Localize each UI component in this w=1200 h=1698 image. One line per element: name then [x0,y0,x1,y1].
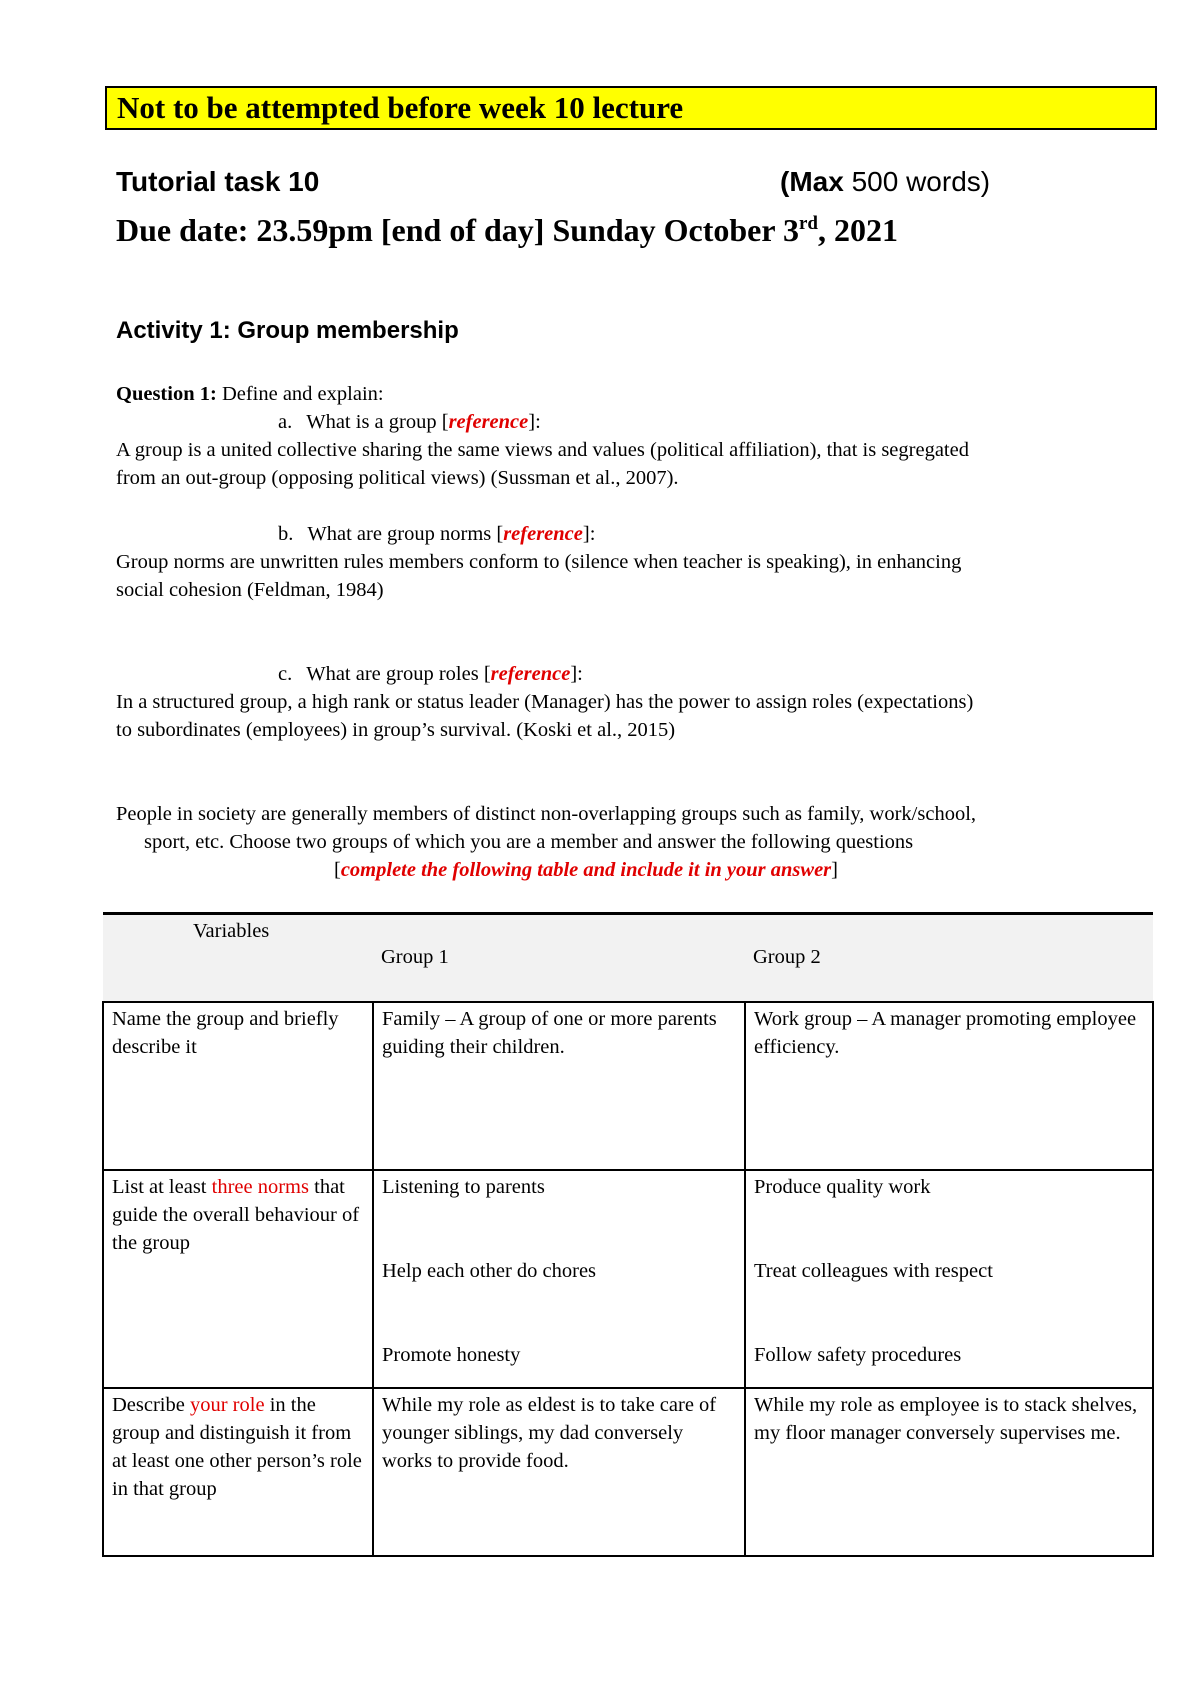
reference-word: reference [503,523,583,545]
warning-banner: Not to be attempted before week 10 lecture [105,86,1157,130]
row-label-role [103,1388,373,1556]
answer-a-line-2: from an out-group (opposing political views) (Sussman et al., 2007). [116,467,679,489]
row-label-norms [103,1170,373,1388]
row-label-norms-pre: List at least [112,1176,212,1198]
cell-group-2-description: Work group – A manager promoting employee efficiency. [745,1002,1153,1170]
cell-group-2-norms [745,1170,1153,1388]
header-group-2: Group 2 [745,914,1153,1003]
norm-item: Help each other do chores [382,1260,597,1282]
bracket-close: ]: [528,411,541,433]
activity-heading: Activity 1: Group membership [116,317,459,344]
word-limit-count: 500 words) [843,166,991,197]
row-label-role-post: in the group and distinguish it from at least one other person’s role in that group [112,1394,362,1500]
cell-group-1-description: Family – A group of one or more parents guiding their children. [373,1002,745,1170]
bracket-close: ] [831,859,838,881]
answer-b-line-1: Group norms are unwritten rules members conform to (silence when teacher is speaking), in enhancing [116,551,962,573]
intro-line-1: People in society are generally members of distinct non-overlapping groups such as family, work/school, [116,803,977,825]
task-title: Tutorial task 10 [116,166,320,197]
row-label-role-emph: your role [189,1394,265,1416]
subquestion-c [278,660,583,688]
table-row [103,1002,1153,1170]
row-label-name-group: Name the group and briefly describe it [103,1002,373,1170]
question-label: Question 1: [116,383,217,405]
table-instruction: complete the following table and include it in your answer [340,859,832,881]
question-text: Define and explain: [216,383,384,405]
answer-a-line-1: A group is a united collective sharing the same views and values (political affiliation), that is segregated [116,439,969,461]
subquestion-a [278,408,541,436]
answer-b-line-2: social cohesion (Feldman, 1984) [116,579,384,601]
subquestion-a-marker: a. [278,411,293,433]
header-variables: Variables [103,914,373,1003]
row-label-norms-post: that guide the overall behaviour of the group [112,1176,360,1254]
subquestion-c-marker: c. [278,663,293,685]
cell-group-1-norms [373,1170,745,1388]
row-label-norms-emph: three norms [211,1176,309,1198]
cell-group-1-role: While my role as eldest is to take care of younger siblings, my dad conversely works to provide food. [373,1388,745,1556]
due-date-ordinal: rd [799,213,818,234]
table-header-row [103,914,1153,1003]
reference-word: reference [490,663,571,685]
group-membership-table [102,912,1154,1557]
row-label-role-pre: Describe [112,1394,190,1416]
table-row [103,1388,1153,1556]
intro-line-2: sport, etc. Choose two groups of which you are a member and answer the following questions [144,831,914,853]
subquestion-b-text: What are group norms [ [307,523,504,545]
word-limit-prefix: (Max [780,166,844,197]
norm-item: Follow safety procedures [754,1344,962,1366]
norm-item: Listening to parents [382,1176,545,1198]
answer-c-line-2: to subordinates (employees) in group’s survival. (Koski et al., 2015) [116,719,676,741]
word-limit [780,162,990,202]
table-row [103,1170,1153,1388]
header-group-1: Group 1 [373,914,745,1003]
cell-group-2-role: While my role as employee is to stack shelves, my floor manager conversely supervises me. [745,1388,1153,1556]
bracket-close: ]: [582,523,596,545]
intro-line-3 [334,856,838,884]
norm-item: Promote honesty [382,1344,521,1366]
subquestion-a-text: What is a group [ [306,411,449,433]
bracket-open: [ [334,859,341,881]
due-date-prefix: Due date: 23.59pm [end of day] Sunday October 3 [116,212,799,248]
norm-item: Produce quality work [754,1176,931,1198]
answer-c-line-1: In a structured group, a high rank or status leader (Manager) has the power to assign roles (expectations) [116,691,974,713]
due-date [116,208,898,252]
subquestion-b-marker: b. [278,523,294,545]
reference-word: reference [448,411,529,433]
bracket-close: ]: [570,663,583,685]
question-1 [116,380,384,408]
subquestion-b [278,520,595,548]
task-line [116,162,1046,202]
subquestion-c-text: What are group roles [ [306,663,491,685]
norm-item: Treat colleagues with respect [754,1260,993,1282]
due-date-suffix: , 2021 [818,212,898,248]
